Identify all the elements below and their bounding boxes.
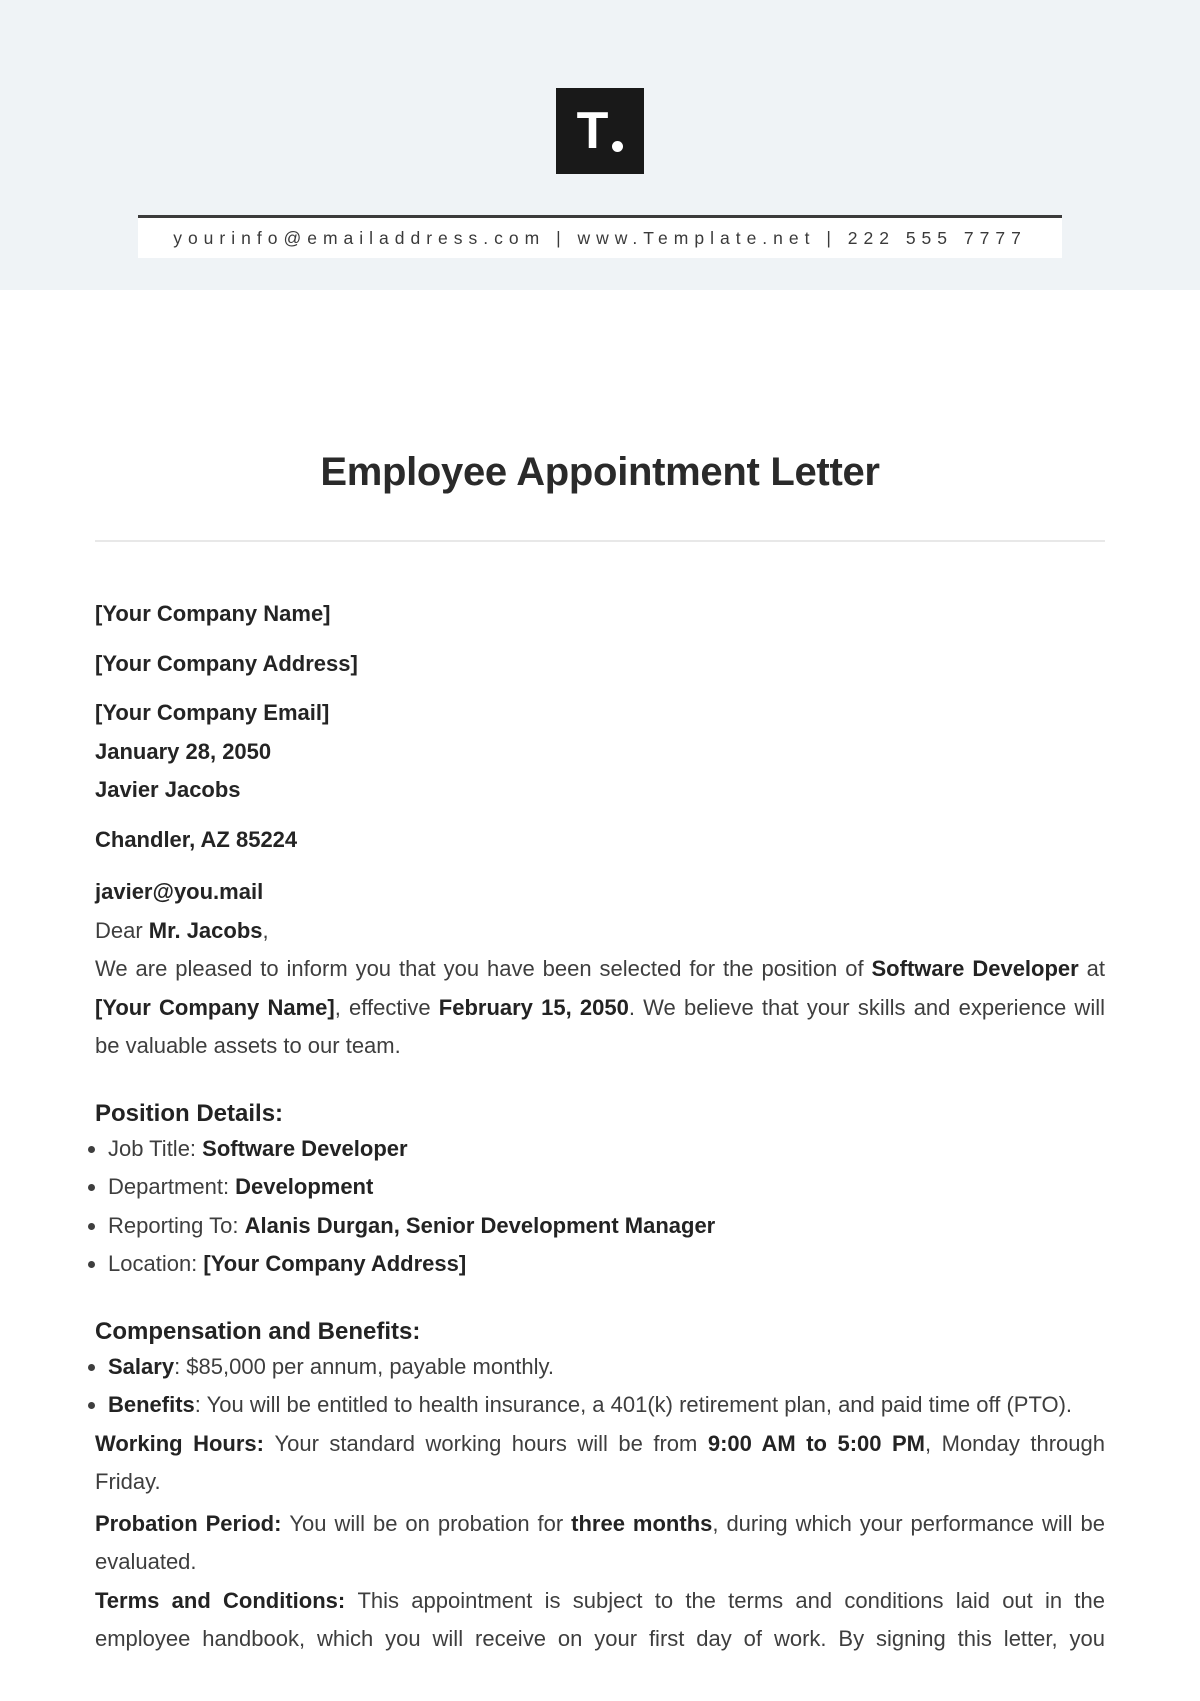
recipient-name: Javier Jacobs xyxy=(95,777,241,802)
list-item-salary: • Salary: $85,000 per annum, payable monthly. xyxy=(108,1348,1105,1387)
contact-bar xyxy=(138,215,1062,258)
salutation: Dear Mr. Jacobs, xyxy=(95,917,269,943)
letter-title: Employee Appointment Letter xyxy=(320,450,880,494)
position-details-list xyxy=(95,1130,1105,1284)
company-name-line: [Your Company Name] xyxy=(95,601,331,626)
title-divider xyxy=(95,540,1105,542)
working-hours-paragraph: Working Hours: Your standard working hours will be from 9:00 AM to 5:00 PM, Monday through Friday. xyxy=(95,1430,1105,1494)
compensation-list xyxy=(95,1348,1105,1425)
terms-paragraph: Terms and Conditions: This appointment is subject to the terms and conditions laid out in the employee handbook, which you will receive on your first day of work. By signing this letter, you xyxy=(95,1587,1105,1651)
letter-date: January 28, 2050 xyxy=(95,738,272,764)
position-details-heading: Position Details: xyxy=(95,1099,284,1127)
page-header xyxy=(0,0,1200,290)
recipient-email: javier@you.mail xyxy=(95,879,264,904)
address-block xyxy=(95,595,1105,912)
probation-paragraph: Probation Period: You will be on probation for three months, during which your performance will be evaluated. xyxy=(95,1510,1105,1574)
list-item-benefits: • Benefits: You will be entitled to health insurance, a 401(k) retirement plan, and paid time off (PTO). xyxy=(108,1386,1105,1425)
compensation-heading: Compensation and Benefits: xyxy=(95,1317,421,1345)
intro-paragraph: We are pleased to inform you that you have been selected for the position of Software Developer at [Your Company Name], effective February 15, 2050. We believe that your skills and experience will be valuable assets to our team. xyxy=(95,956,1105,1058)
brand-logo xyxy=(556,88,644,174)
company-address-line: [Your Company Address] xyxy=(95,650,358,676)
list-item-reporting-to: • Reporting To: Alanis Durgan, Senior Development Manager xyxy=(108,1207,1105,1246)
recipient-city: Chandler, AZ 85224 xyxy=(95,826,298,852)
letter-document xyxy=(95,448,1105,1659)
logo-letter: T xyxy=(576,102,609,160)
list-item-job-title: • Job Title: Software Developer xyxy=(108,1130,1105,1169)
contact-bar-text: yourinfo@emailaddress.com | www.Template.net | 222 555 7777 xyxy=(173,227,1027,248)
logo-dot-icon xyxy=(612,141,623,152)
list-item-department: • Department: Development xyxy=(108,1168,1105,1207)
list-item-location: • Location: [Your Company Address] xyxy=(108,1245,1105,1284)
company-email-line: [Your Company Email] xyxy=(95,700,330,725)
company-email-group xyxy=(95,694,1105,810)
